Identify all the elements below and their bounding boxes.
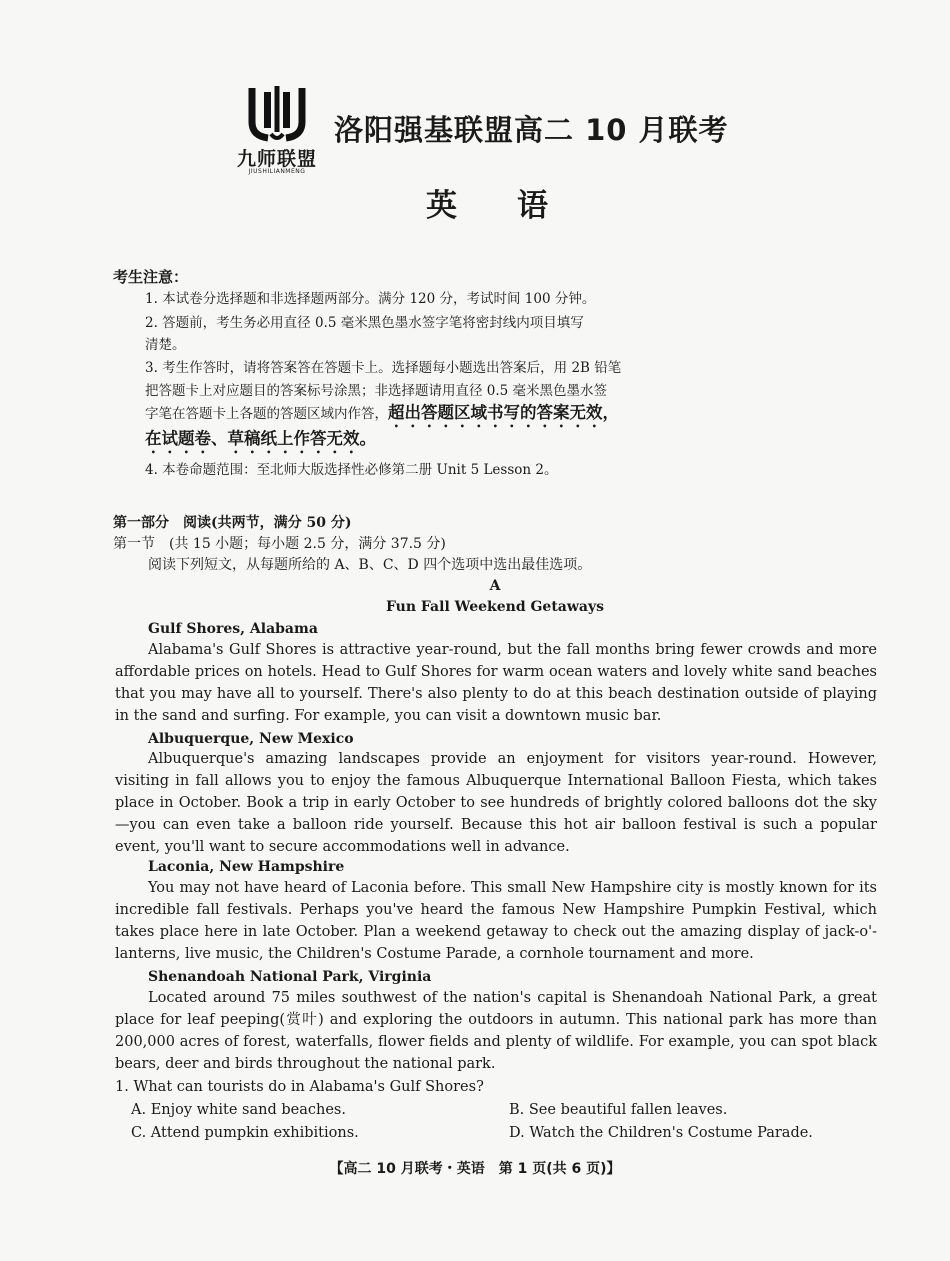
logo-emblem-icon (224, 84, 330, 144)
question-1-option-d: D. Watch the Children's Costume Parade. (509, 1125, 813, 1141)
part-heading: 第一部分 阅读(共两节，满分 50 分) (113, 515, 352, 531)
notice-item-4: 4. 本卷命题范围：至北师大版选择性必修第二册 Unit 5 Lesson 2。 (145, 462, 558, 478)
passage-heading-4: Shenandoah National Park, Virginia (148, 969, 432, 985)
notice-item-3-line3 (145, 402, 745, 431)
notice-item-2-cont: 清楚。 (145, 337, 186, 353)
notice-item-3-line4 (145, 428, 735, 457)
passage-heading-2: Albuquerque, New Mexico (148, 731, 354, 747)
question-1-option-b: B. See beautiful fallen leaves. (509, 1102, 728, 1118)
passage-letter: A (489, 578, 501, 594)
notice-emphasis-2: 在试题卷、草稿纸上作答无效。 (145, 429, 376, 448)
passage-paragraph-4: Located around 75 miles southwest of the nation's capital is Shenandoah National Park, a great place for leaf peeping(赏叶) and exploring the outdoors in autumn. This national park has more than 200,000 acres of forest, waterfalls, flower fields and plenty of wildlife. For example, you can spot black bears, deer and birds throughout the national park. (115, 990, 877, 1072)
page-footer: 【高二 10 月联考・英语 第 1 页(共 6 页)】 (329, 1161, 621, 1177)
question-1-option-a: A. Enjoy white sand beaches. (131, 1102, 346, 1118)
question-1-option-c: C. Attend pumpkin exhibitions. (131, 1125, 359, 1141)
notice-item-1: 1. 本试卷分选择题和非选择题两部分。满分 120 分，考试时间 100 分钟。 (145, 291, 596, 307)
notice-item-3-line2: 把答题卡上对应题目的答案标号涂黑；非选择题请用直径 0.5 毫米黑色墨水签 (145, 383, 608, 399)
notice-item-3: 3. 考生作答时，请将答案答在答题卡上。选择题每小题选出答案后，用 2B 铅笔 (145, 360, 622, 376)
notice-heading: 考生注意： (113, 268, 189, 286)
notice-emphasis-1: 超出答题区域书写的答案无效， (388, 403, 619, 422)
notice-item-3-text: 字笔在答题卡上各题的答题区域内作答， (145, 406, 388, 422)
passage-heading-3: Laconia, New Hampshire (148, 859, 345, 875)
passage-heading-1: Gulf Shores, Alabama (148, 621, 318, 637)
passage-paragraph-3: You may not have heard of Laconia before. This small New Hampshire city is mostly known for its incredible fall festivals. Perhaps you've heard the famous New Hampshire Pumpkin Festival, which takes place here in late October. Plan a weekend getaway to check out the amazing display of jack-o'-lanterns, live music, the Children's Costume Parade, a cornhole tournament and more. (115, 880, 877, 962)
notice-item-2: 2. 答题前，考生务必用直径 0.5 毫米黑色墨水签字笔将密封线内项目填写 (145, 315, 584, 331)
passage-paragraph-2: Albuquerque's amazing landscapes provide an enjoyment for visitors year-round. However, visiting in fall allows you to enjoy the famous Albuquerque International Balloon Fiesta, which takes place in October. Book a trip in early October to see hundreds of brightly colored balloons dot the sky—you can even take a balloon ride yourself. Because this hot air balloon festival is such a popular event, you'll want to secure accommodations well in advance. (115, 751, 877, 855)
exam-subject: 英语 (426, 188, 608, 224)
question-1-stem: 1. What can tourists do in Alabama's Gulf Shores? (115, 1079, 484, 1095)
logo-brand-name: 九师联盟 (236, 148, 317, 170)
passage-title: Fun Fall Weekend Getaways (385, 599, 605, 615)
passage-paragraph-1: Alabama's Gulf Shores is attractive year-round, but the fall months bring fewer crowds and more affordable prices on hotels. Head to Gulf Shores for warm ocean waters and lovely white sand beaches that you may have all to yourself. There's also plenty to do at this beach destination outside of playing in the sand and surfing. For example, you can visit a downtown music bar. (115, 642, 877, 724)
logo-brand-sub: JIUSHILIANMENG (248, 168, 306, 175)
section-instruction: 阅读下列短文，从每题所给的 A、B、C、D 四个选项中选出最佳选项。 (148, 557, 592, 573)
exam-title: 洛阳强基联盟高二 10 月联考 (334, 113, 729, 147)
logo (224, 84, 330, 176)
section-heading: 第一节 (共 15 小题；每小题 2.5 分，满分 37.5 分) (113, 536, 446, 552)
